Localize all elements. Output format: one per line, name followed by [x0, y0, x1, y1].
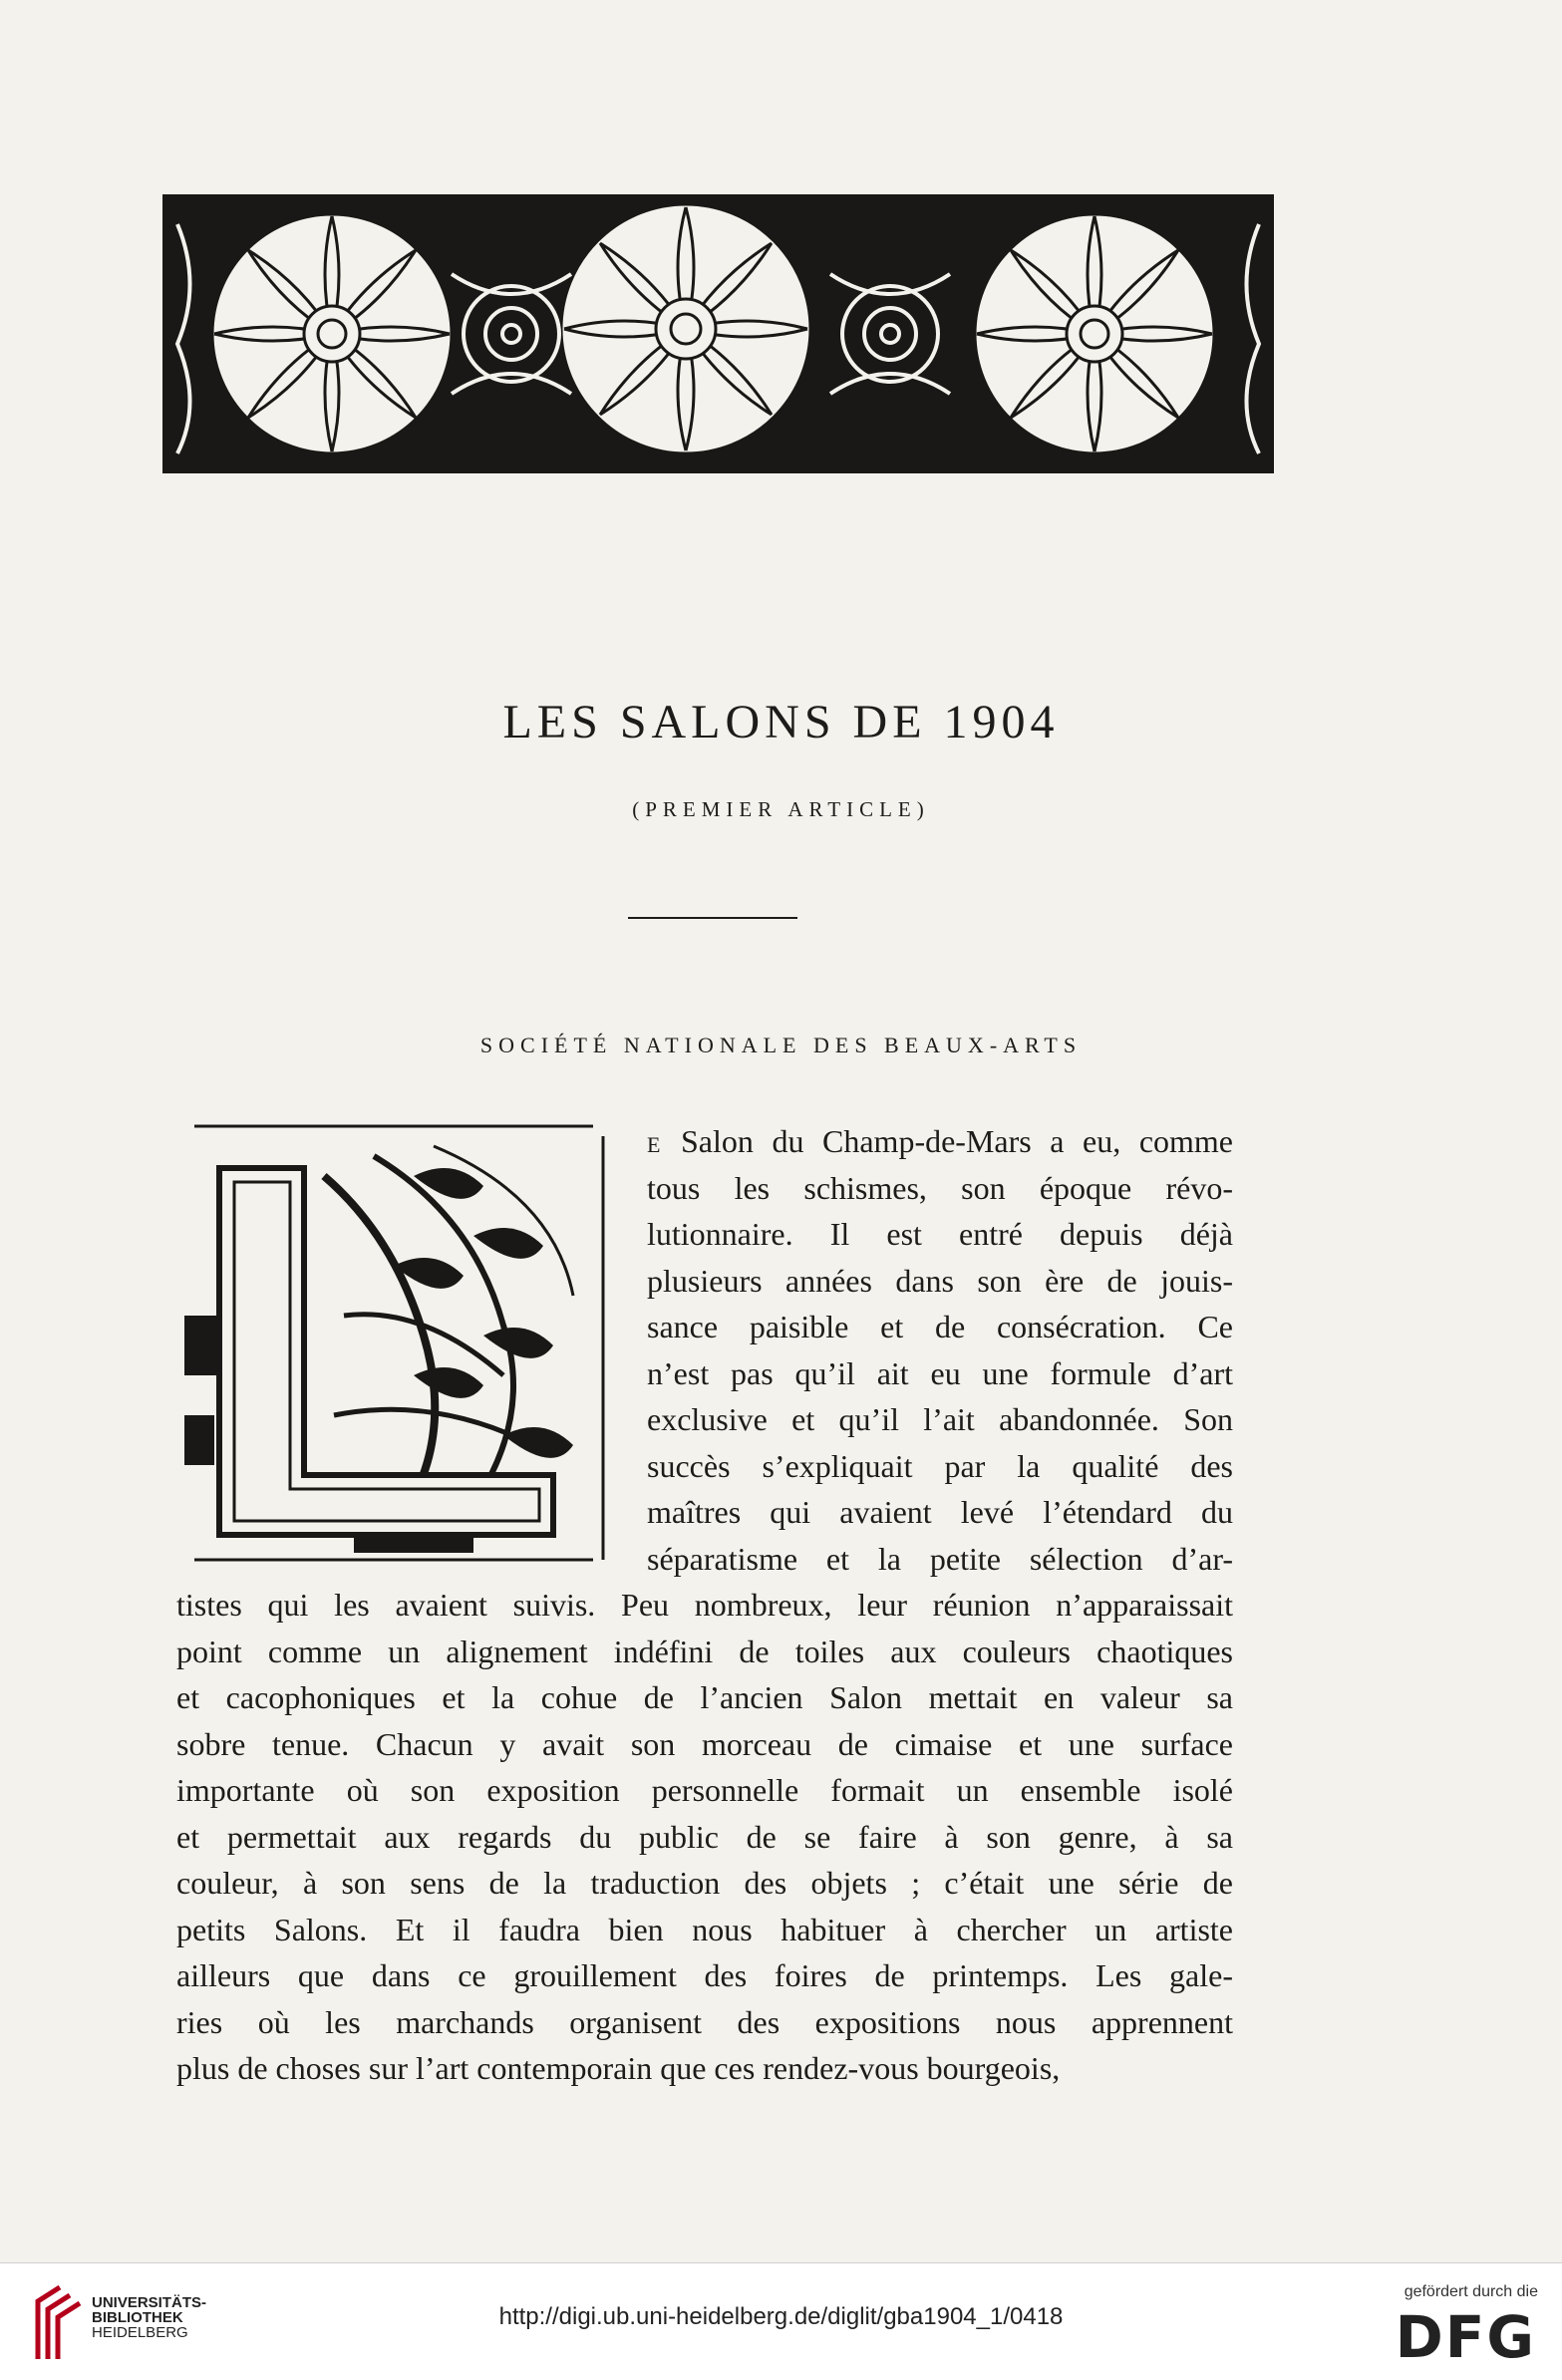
library-name-line3: HEIDELBERG — [92, 2324, 188, 2341]
text-line-13: et cacophoniques et la cohue de l’ancien Salon mettait en valeur sa — [176, 1679, 1233, 1715]
text-line-16: et permettait aux regards du public de se faire à son genre, à sa — [176, 1818, 1233, 1855]
article-subtitle: (PREMIER ARTICLE) — [632, 797, 930, 821]
text-line-15: importante où son exposition personnelle formait un ensemble isolé — [176, 1772, 1233, 1808]
funder-caption: gefördert durch die — [1404, 2283, 1538, 2300]
text-line-17: couleur, à son sens de la traduction des objets ; c’était une série de — [176, 1865, 1233, 1901]
text-line-3: lutionnaire. Il est entré depuis déjà — [647, 1216, 1233, 1252]
text-line-10: séparatisme et la petite sélection d’ar- — [647, 1540, 1233, 1577]
viewer-footer — [0, 2262, 1562, 2380]
text-line-12: point comme un alignement indéfini de toiles aux couleurs chaotiques — [176, 1633, 1233, 1669]
article-title: LES SALONS DE 1904 — [502, 696, 1060, 749]
text-line-11: tistes qui les avaient suivis. Peu nombreux, leur réunion n’apparaissait — [176, 1587, 1233, 1623]
text-line-2: tous les schismes, son époque révo- — [647, 1169, 1233, 1206]
text-line-20: ries où les marchands organisent des expositions nous apprennent — [176, 2003, 1233, 2040]
floral-banner — [162, 194, 1274, 473]
permalink-url[interactable]: http://digi.ub.uni-heidelberg.de/diglit/gba1904_1/0418 — [498, 2303, 1064, 2330]
text-line-21: plus de choses sur l’art contemporain que ces rendez-vous bourgeois, — [176, 2050, 1061, 2086]
text-line-5: sance paisible et de consécration. Ce — [647, 1309, 1233, 1344]
text-line-14: sobre tenue. Chacun y avait son morceau de cimaise et une surface — [176, 1725, 1233, 1762]
title-divider — [628, 917, 797, 919]
opening-letters: E — [647, 1132, 663, 1157]
text-line-7: exclusive et qu’il l’ait abandonnée. Son — [647, 1401, 1233, 1437]
library-name-line1: UNIVERSITÄTS- — [92, 2294, 207, 2311]
article-body — [176, 1118, 1233, 2092]
text-line-8: succès s’expliquait par la qualité des — [647, 1447, 1233, 1484]
section-heading: SOCIÉTÉ NATIONALE DES BEAUX-ARTS — [479, 1033, 1083, 1057]
text-line-9: maîtres qui avaient levé l’étendard du — [647, 1494, 1233, 1530]
text-line-19: ailleurs que dans ce grouillement des foires de printemps. Les gale- — [176, 1957, 1233, 1993]
text-line-1-content: Salon du Champ-de-Mars a eu, comme — [662, 1123, 1233, 1159]
text-line-6: n’est pas qu’il ait eu une formule d’art — [647, 1354, 1233, 1391]
dfg-logo[interactable]: DFG — [1395, 2303, 1536, 2371]
text-line-18: petits Salons. Et il faudra bien nous habituer à chercher un artiste — [176, 1911, 1233, 1947]
text-line-4: plusieurs années dans son ère de jouis- — [647, 1262, 1233, 1299]
library-name-line2: BIBLIOTHEK — [92, 2309, 183, 2326]
text-line-1 — [176, 1118, 1233, 1165]
